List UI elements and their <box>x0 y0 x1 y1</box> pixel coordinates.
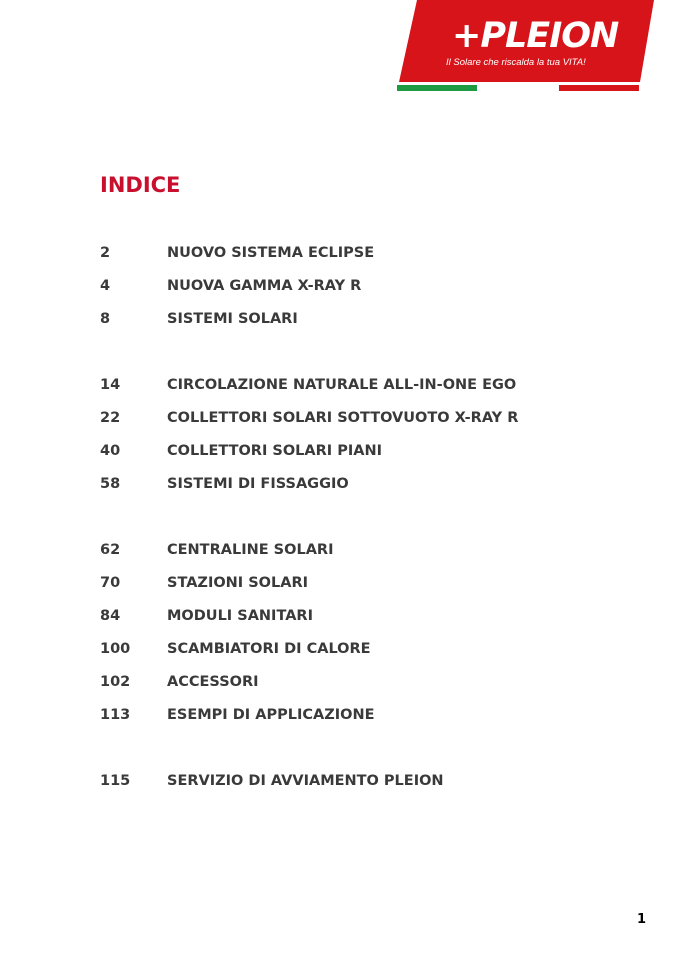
toc-entry[interactable] <box>0 608 678 628</box>
toc-page-number: 8 <box>100 311 111 327</box>
toc-entry[interactable] <box>0 476 678 496</box>
toc-section-label: ESEMPI DI APPLICAZIONE <box>167 707 375 723</box>
toc-entry[interactable] <box>0 311 678 331</box>
toc-entry[interactable] <box>0 443 678 463</box>
toc-entry[interactable] <box>0 773 678 793</box>
toc-page-number: 115 <box>100 773 131 789</box>
toc-page-number: 58 <box>100 476 121 492</box>
flag-stripe-white <box>477 85 559 91</box>
toc-section-label: ACCESSORI <box>167 674 259 690</box>
toc-page-number: 62 <box>100 542 121 558</box>
toc-section-label: COLLETTORI SOLARI PIANI <box>167 443 383 459</box>
toc-entry[interactable] <box>0 575 678 595</box>
toc-section-label: COLLETTORI SOLARI SOTTOVUOTO X-RAY R <box>167 410 519 426</box>
toc-entry[interactable] <box>0 245 678 265</box>
toc-entry[interactable] <box>0 707 678 727</box>
toc-section-label: CIRCOLAZIONE NATURALE ALL-IN-ONE EGO <box>167 377 517 393</box>
toc-entry[interactable] <box>0 278 678 298</box>
toc-section-label: CENTRALINE SOLARI <box>167 542 334 558</box>
toc-entry[interactable] <box>0 542 678 562</box>
flag-stripe-red <box>559 85 639 91</box>
flag-stripe-green <box>397 85 477 91</box>
toc-section-label: NUOVO SISTEMA ECLIPSE <box>167 245 375 261</box>
toc-page-number: 70 <box>100 575 121 591</box>
toc-page-number: 100 <box>100 641 131 657</box>
toc-page-number: 22 <box>100 410 121 426</box>
toc-page-number: 102 <box>100 674 131 690</box>
toc-page-number: 40 <box>100 443 121 459</box>
toc-page-number: 4 <box>100 278 111 294</box>
toc-entry[interactable] <box>0 410 678 430</box>
toc-page-number: 2 <box>100 245 111 261</box>
toc-section-label: SERVIZIO DI AVVIAMENTO PLEION <box>167 773 444 789</box>
page-number: 1 <box>637 912 647 927</box>
toc-page-number: 84 <box>100 608 121 624</box>
toc-section-label: SISTEMI DI FISSAGGIO <box>167 476 349 492</box>
brand-tagline: Il Solare che riscalda la tua VITA! <box>446 57 586 68</box>
toc-section-label: NUOVA GAMMA X-RAY R <box>167 278 362 294</box>
toc-entry[interactable] <box>0 674 678 694</box>
toc-section-label: STAZIONI SOLARI <box>167 575 309 591</box>
toc-page-number: 113 <box>100 707 131 723</box>
toc-section-label: MODULI SANITARI <box>167 608 313 624</box>
toc-section-label: SISTEMI SOLARI <box>167 311 298 327</box>
toc-entry[interactable] <box>0 377 678 397</box>
toc-section-label: SCAMBIATORI DI CALORE <box>167 641 371 657</box>
brand-logo: +PLEION <box>452 16 619 56</box>
index-title: INDICE <box>100 173 181 197</box>
toc-entry[interactable] <box>0 641 678 661</box>
toc-page-number: 14 <box>100 377 121 393</box>
